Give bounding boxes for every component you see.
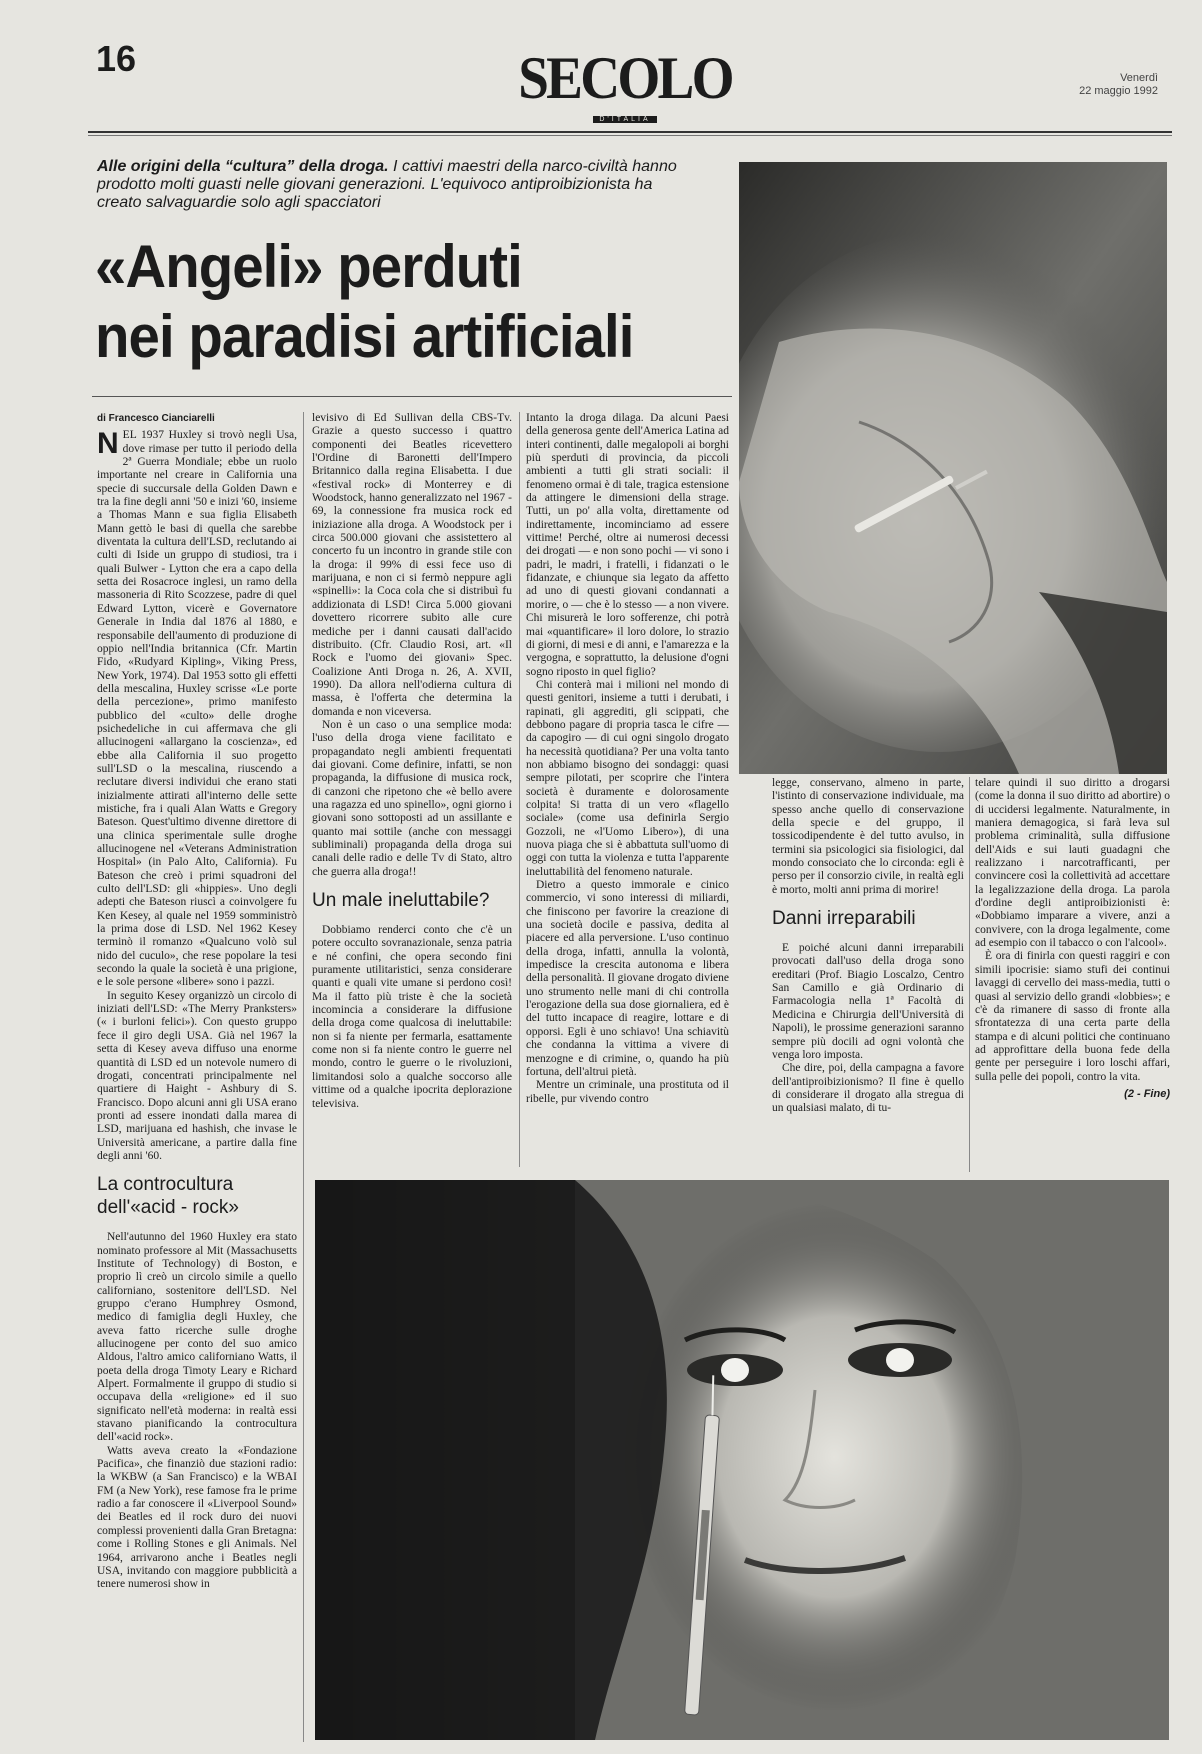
article-column-2 xyxy=(312,412,512,1167)
headline-line-1: «Angeli» perduti xyxy=(95,233,522,300)
masthead-rule xyxy=(88,131,1172,133)
paragraph: levisivo di Ed Sullivan della CBS-Tv. Grazie a questo successo i quattro componenti dei Beatles ricevettero l'Ordine di Baronetti dell'Impero Britannico dalla regina Elisabetta. I due «festival rock» di Monterrey e di Woodstock, hanno generalizzato nel 1967 - 69, la connessione fra musica rock ed iniziazione alla droga. A Woodstock per i circa 500.000 giovani che assistettero al concerto fu un incontro in grande stile con la droga: il 99% di essi fece uso di marijuana, e non ci si fermò neppure agli «spinelli»: la Coca cola che si distribuì fu addizionata di LSD! Circa 5.000 giovani dovettero ricorrere subito alle cure mediche per i danni causati dall'acido distribuito. (Cfr. Claudio Rosi, art. «Il Rock e l'uomo dei giovani» Spec. Coalizione Anti Droga n. 26, A. XVII, 1990). Da allora nell'odierna cultura di massa, è l'offerta che determina la domanda e non viceversa. xyxy=(312,412,512,718)
dateline xyxy=(1079,72,1158,98)
paragraph: NEL 1937 Huxley si trovò negli Usa, dove rimase per tutto il periodo della 2ª Guerra Mondiale; ebbe un ruolo importante nel creare in California una specie di succursale della Golden Dawn e tra la fine degli anni '50 e inizi '60, insieme a Thomas Mann e sua figlia Elisabeth Mann gettò le basi di quella che sarebbe diventata la cultura dell'LSD, reclutando ai culti di Iside un gruppo di studiosi, tra i quali Bulwer - Lytton che era a capo della setta dei Rosacroce inglesi, un ramo della massoneria di Rito Scozzese, padre di quel Edward Lytton, vicerè e Governatore Generale in India dal 1876 al 1880, e responsabile dell'aumento di produzione di oppio nell'India britannica (Cfr. Martin Fido, «Rudyard Kipling», Viking Press, New York, 1974). Dal 1953 sotto gli effetti della mescalina, Huxley scrisse «Le porte della percezione», primo manifesto pubblico del «culto» delle droghe psichedeliche in cui affermava che gli allucinogeni «allargano la coscienza», ed ebbe alla California il suo progetto sull'LSD o la mescalina, riuscendo a reclutare diversi individui che erano stati inizialmente attirati all'interno delle sette mistiche, fra i quali Alan Watts e Gregory Bateson. Quest'ultimo divenne direttore di una clinica sperimentale sulle droghe allucinogene nel «Veterans Administration Hospital» (in Palo Alto, California). Fu Bateson che creò i primi squadroni del culto dell'LSD: gli «hippies». Uno degli adepti che Bateson riuscì a coinvolgere fu Ken Kesey, al quale nel 1959 somministrò la prima dose di LSD. Nel 1962 Kesey terminò il romanzo «Qualcuno volò sul nido del cuculo», che rese popolare la tesi secondo la quale la società è una prigione, e le sole persone «libere» sono i pazzi. xyxy=(97,427,297,989)
paragraph: Intanto la droga dilaga. Da alcuni Paesi della generosa gente dell'America Latina ad interi continenti, dalle megalopoli ai borghi più sperduti di provincia, da piccoli ambienti a tutti gli strati sociali: il fenomeno ormai è di tale, tragica estensione da attingere le dimensioni della strage. Tutti, un po' alla volta, direttamente od indirettamente, incominciamo ad essere vittime! Perché, oltre ai numerosi decessi dei drogati — e non sono pochi — vi sono i padri, le madri, i fratelli, i fidanzati o le fidanzate, e chiunque sia legato da affetto ad uno di questi giovani condannati a morire, o — che è lo stesso — a non vivere. Chi misurerà le loro sofferenze, chi potrà mai «quantificare» il loro dolore, lo strazio di giorni, di mesi e di anni, e l'amarezza e la vergogna, e soprattutto, la delusione d'ogni sogno riposto in quel figlio? xyxy=(526,412,729,678)
article-column-3 xyxy=(526,412,729,1167)
page-number: 16 xyxy=(96,38,137,79)
drop-cap: N xyxy=(97,427,119,461)
dateline-date: 22 maggio 1992 xyxy=(1079,85,1158,97)
kicker-lead: Alle origini della “cultura” della droga. xyxy=(97,158,389,175)
masthead-title: SECOLO xyxy=(518,45,732,111)
paragraph: Mentre un criminale, una prostituta od il ribelle, pur vivendo contro xyxy=(526,1079,729,1105)
subheading: Danni irreparabili xyxy=(772,908,916,930)
masthead-rule-thin xyxy=(88,135,1172,136)
paragraph: In seguito Kesey organizzò un circolo di iniziati dell'LSD: «The Merry Pranksters» (« i burloni felici»). Con questo gruppo fece il giro degli USA. Già nel 1967 la setta di Kesey aveva diffuso una enorme quantità di LSD ed un notevole numero di drogati, concentrati principalmente nel quartiere di Haight - Ashbury di S. Francisco. Dopo alcuni anni gli USA erano pronti ad essere inondati dalla marea di LSD, marijuana ed hashish, che invase le Università americane, a partire dalla fine degli anni '60. xyxy=(97,989,297,1162)
subheading: Un male ineluttabile? xyxy=(312,890,490,912)
paragraph: legge, conservano, almeno in parte, l'istinto di conservazione individuale, ma spesso anche quello di conservazione della specie e del gruppo, il tossicodipendente è del tutto avulso, in termini sia psicologici sia fisiologici, dal mondo consociato che lo circonda: egli è perso per il consorzio civile, in realtà egli è morto, molti anni prima di morire! xyxy=(772,777,964,896)
headline-rule xyxy=(92,396,732,397)
kicker-text: I cattivi maestri della narco-civiltà hanno prodotto molti guasti nelle giovani generazioni. L'equivoco antiproibizionista ha creato salvaguardie solo agli spacciatori xyxy=(97,158,677,211)
photo-woman-syringe xyxy=(315,1180,1169,1740)
subheading: La controcultura dell'«acid - rock» xyxy=(97,1174,239,1219)
headline-line-2: nei paradisi artificiali xyxy=(95,303,634,370)
article-column-5 xyxy=(975,777,1170,1177)
article-headline xyxy=(95,232,697,372)
end-note: (2 - Fine) xyxy=(1124,1087,1170,1100)
paragraph: Non è un caso o una semplice moda: l'uso della droga viene facilitato e propagandato negli ambienti frequentati dai giovani. Come definire, infatti, se non propaganda, la diffusione di musica rock, di canzoni che ripetono che «è bello avere una ragazza ed uno spinello», ogni giorno i giovani sono sottoposti ad un assillante e quanto mai sottile (anche con messaggi subliminali) propaganda della droga sui canali delle radio e delle Tv di Stato, altro che guerra alla droga!! xyxy=(312,718,512,878)
column-divider xyxy=(303,412,304,1742)
masthead-subtitle: D'ITALIA xyxy=(593,116,656,123)
paragraph: Nell'autunno del 1960 Huxley era stato nominato professore al Mit (Massachusetts Institute of Technology) di Boston, e proprio lì creò un circolo simile a quello californiano, sostenitore dell'LSD. Nel gruppo c'erano Humphrey Osmond, medico di famiglia degli Huxley, che aveva fatto ricerche sulle droghe allucinogene per conto del suo amico Aldous, l'altro amico californiano Watts, il poeta della droga Timoty Leary e Richard Alpert. Formalmente il gruppo di studio si occupava della «religione» ed il suo significato nell'età moderna: in realtà essi stavano pianificando la controcultura dell'«acid rock». xyxy=(97,1231,297,1444)
masthead xyxy=(505,45,745,126)
article-kicker xyxy=(97,158,697,212)
column-divider xyxy=(519,412,520,1167)
paragraph: Dobbiamo renderci conto che c'è un potere occulto sovranazionale, senza patria e né confini, che opera secondo fini puramente utilitaristici, senza considerare quanti e quali vite umane si perdono così! Ma il fatto più triste è che la società incomincia a considerare la diffusione della droga come qualcosa di ineluttabile: non si fa niente per fermarla, esattamente come non si fa niente contro le guerre nel mondo, contro le guerre o le rivoluzioni, limitandosi solo a qualche soccorso alle vittime od a qualche ipocrita deplorazione televisiva. xyxy=(312,924,512,1110)
paragraph: Dietro a questo immorale e cinico commercio, vi sono interessi di miliardi, che finiscono per favorire la creazione di una società docile e passiva, dedita al piacere ed alla perversione. L'uso continuo della droga, infatti, annulla la volontà, impedisce la crescita autonoma e libera della personalità. Il giovane drogato diviene uno strumento nelle mani di chi controlla l'erogazione della sua dose giornaliera, ed è del tutto incapace di reagire, lottare e di opporsi. Egli è uno schiavo! Una schiavitù che condanna la vittima a vivere di menzogne e di crimine, o, quando ha più fortuna, dell'altrui pietà. xyxy=(526,879,729,1078)
paragraph: Watts aveva creato la «Fondazione Pacifica», che finanziò due stazioni radio: la WKBW (a San Francisco) e la WBAI FM (a New York), rese famose fra le prime radio a far conoscere il «Liverpool Sound» dei Beatles ed il rock duro dei nuovi complessi provenienti dalla Gran Bretagna: come i Rolling Stones e gli Animals. Nel 1964, arrivarono anche i Beatles negli USA, invitando con maggiore pubblicità a tenere numerosi show in xyxy=(97,1444,297,1591)
paragraph: È ora di finirla con questi raggiri e con simili ipocrisie: siamo stufi dei continui lavaggi di cervello dei mass-media, tutti o quasi al servizio dello grandi «lobbies»; e c'è da rimanere di sasso di fronte alla sfrontatezza di una certa parte della stampa e di alcuni politici che continuano ad approfittare della buona fede della gente per perseguire i loro loschi affari, sulla pelle dei popoli, contro la vita. xyxy=(975,950,1170,1083)
paragraph: telare quindi il suo diritto a drogarsi (come la donna il suo diritto ad abortire) o di uccidersi legalmente. Naturalmente, in maniera demagogica, si farà leva sul problema criminalità, sulla diffusione dell'Aids e sui lauti guadagni che realizzano i narcotrafficanti, per convincere così la collettività ad accettare la legalizzazione della droga. La parola d'ordine degli antiproibizionisti è: «Dobbiamo imparare a vivere, anzi a convivere, con la droga legalmente, come ad esempio con il tabacco o con l'alcool». xyxy=(975,777,1170,950)
article-column-1 xyxy=(97,412,297,1742)
paragraph: Chi conterà mai i milioni nel mondo di questi genitori, insieme a tutti i derubati, i rapinati, gli aggrediti, gli scippati, che debbono pagare di propria tasca le cifre — da capogiro — di cui ogni singolo drogato ha necessità quotidiana? Per una volta tanto non abbiamo bisogno dei sondaggi: quasi sempre pilotati, per scoprire che l'intera società è duramente e dolorosamente colpita! Si tratta di un vero «flagello sociale» (come usa definirla Sergio Gozzoli, ne «l'Uomo Libero»), di una nuova piaga che si è abbattuta sull'uomo di oggi con tutta la violenza e tutta l'apparente ineluttabilità del fenomeno naturale. xyxy=(526,678,729,878)
photo-injection xyxy=(739,162,1167,774)
paragraph: Che dire, poi, della campagna a favore dell'antiproibizionismo? Il fine è quello di considerare il drogato alla stregua di un qualsiasi malato, di tu- xyxy=(772,1062,964,1115)
dateline-day: Venerdì xyxy=(1120,72,1158,84)
column-divider xyxy=(969,777,970,1172)
paragraph: E poiché alcuni danni irreparabili provocati dall'uso della droga sono ereditari (Prof. Biagio Loscalzo, Centro San Camillo e già Ordinario di Farmacologia nella 1ª Facoltà di Medicina e Chirurgia dell'Università di Napoli), le prossime generazioni saranno sempre più docili ad ogni volontà che venga loro imposta. xyxy=(772,942,964,1061)
article-column-4 xyxy=(772,777,964,1172)
byline: di Francesco Cianciarelli xyxy=(97,413,215,424)
